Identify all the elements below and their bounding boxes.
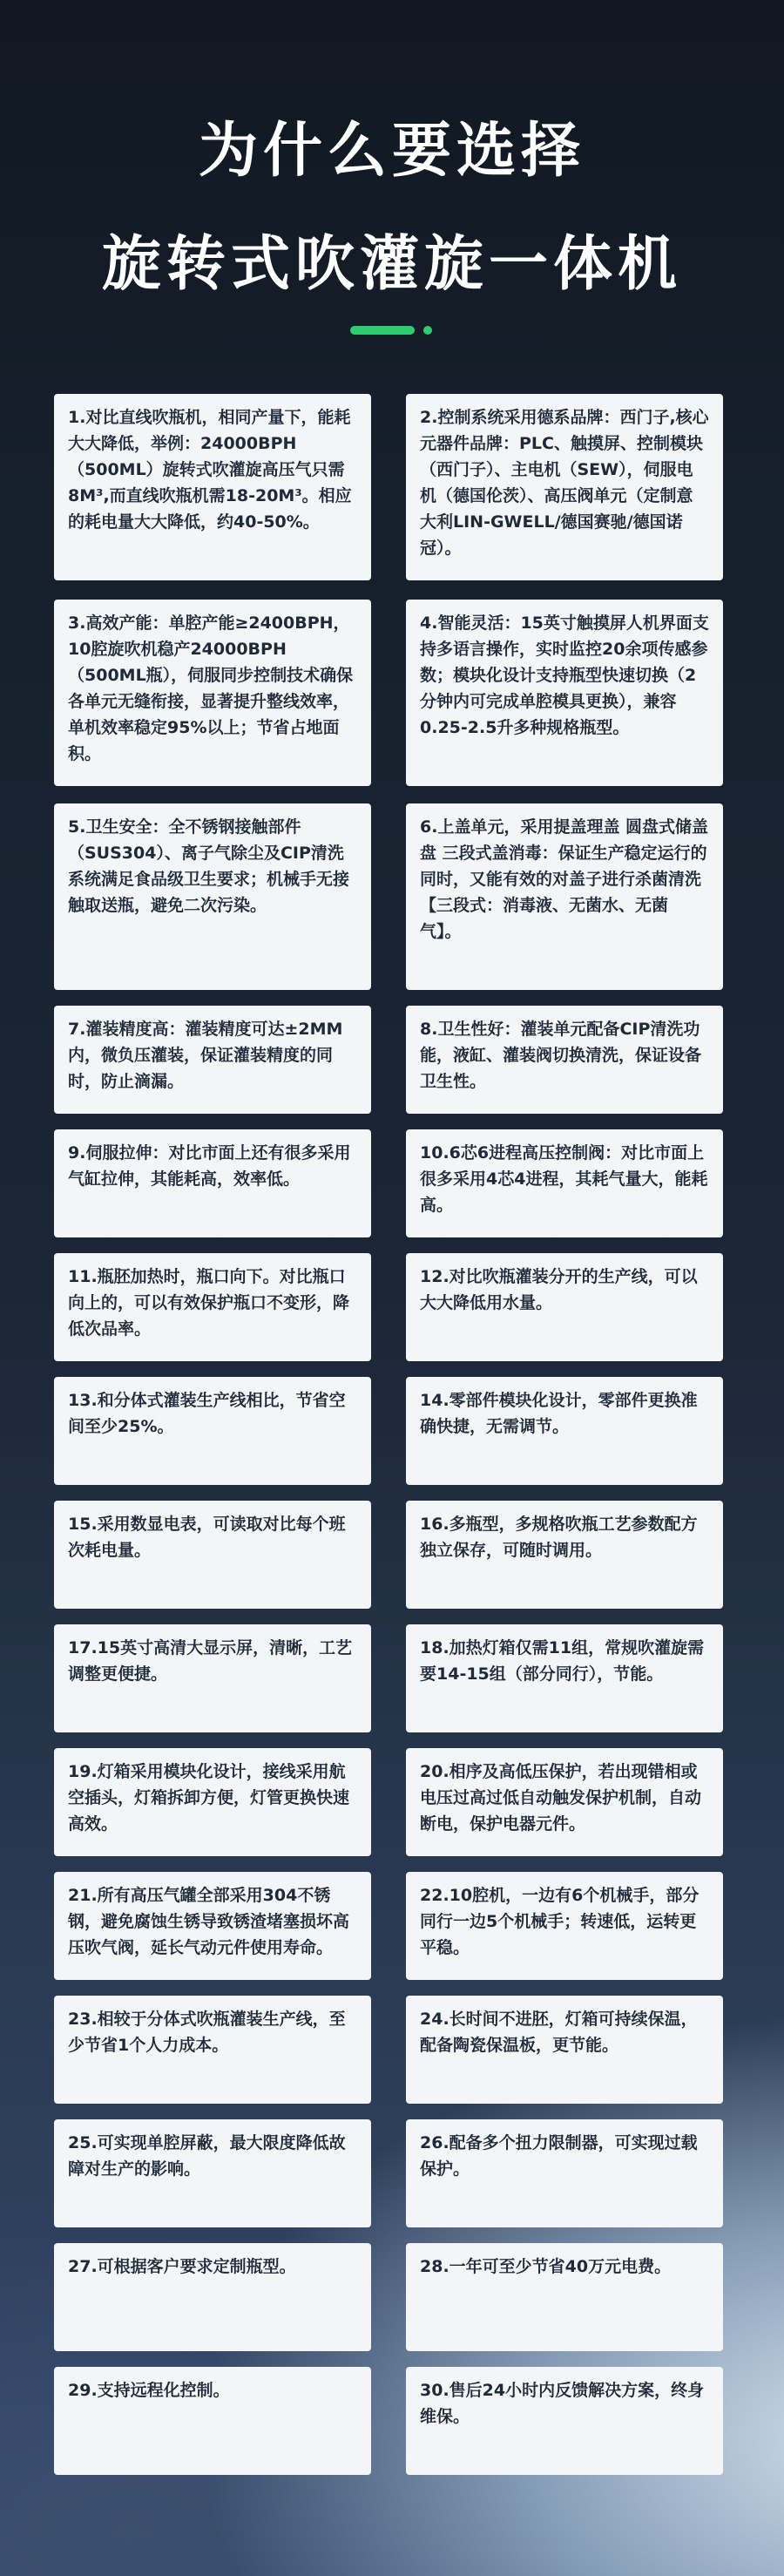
feature-card-26 [406,2119,723,2227]
feature-text: 24.长时间不进胚，灯箱可持续保温，配备陶瓷保温板，更节能。 [420,2010,698,2055]
feature-text: 9.伺服拉伸：对比市面上还有很多采用气缸拉伸，其能耗高，效率低。 [68,1143,351,1189]
feature-text: 26.配备多个扭力限制器，可实现过载保护。 [420,2133,698,2179]
feature-text: 2.控制系统采用德系品牌：西门子,核心元器件品牌：PLC、触摸屏、控制模块（西门子）、主电机（SEW），伺服电机（德国伦茨）、高压阀单元（定制意大利LIN-GWELL/德国赛驰/德国诺冠）。 [420,408,709,558]
feature-card-23 [54,1996,371,2104]
feature-card-30 [406,2367,723,2475]
feature-text: 23.相较于分体式吹瓶灌装生产线，至少节省1个人力成本。 [68,2010,346,2055]
feature-card-22 [406,1872,723,1980]
feature-card-14 [406,1377,723,1485]
feature-card-6 [406,803,723,990]
feature-card-17 [54,1624,371,1732]
feature-text: 28.一年可至少节省40万元电费。 [420,2257,672,2276]
feature-card-24 [406,1996,723,2104]
feature-text: 16.多瓶型，多规格吹瓶工艺参数配方独立保存，可随时调用。 [420,1515,698,1560]
feature-card-10 [406,1129,723,1237]
feature-text: 12.对比吹瓶灌装分开的生产线，可以大大降低用水量。 [420,1267,698,1312]
feature-card-8 [406,1006,723,1114]
feature-text: 25.可实现单腔屏蔽，最大限度降低故障对生产的影响。 [68,2133,346,2179]
feature-text: 4.智能灵活：15英寸触摸屏人机界面支持多语言操作，实时监控20余项传感参数；模块化设计支持瓶型快速切换（2分钟内可完成单腔模具更换），兼容0.25-2.5升多种规格瓶型。 [420,613,709,737]
feature-card-15 [54,1501,371,1609]
feature-card-7 [54,1006,371,1114]
feature-text: 17.15英寸高清大显示屏，清晰，工艺调整更便捷。 [68,1638,353,1684]
feature-text: 13.和分体式灌装生产线相比，节省空间至少25%。 [68,1391,346,1436]
page-title-line1: 为什么要选择 [198,117,585,186]
feature-card-25 [54,2119,371,2227]
feature-text: 18.加热灯箱仅需11组，常规吹灌旋需要14-15组（部分同行），节能。 [420,1638,705,1684]
feature-text: 6.上盖单元，采用提盖理盖 圆盘式储盖盘 三段式盖消毒：保证生产稳定运行的同时，又能有效的对盖子进行杀菌清洗【三段式：消毒液、无菌水、无菌气】。 [420,817,709,941]
feature-card-1 [54,394,371,580]
feature-text: 10.6芯6进程高压控制阀：对比市面上很多采用4芯4进程，其耗气量大，能耗高。 [420,1143,708,1215]
feature-card-27 [54,2243,371,2351]
feature-text: 21.所有高压气罐全部采用304不锈钢，避免腐蚀生锈导致锈渣堵塞损坏高压吹气阀，延长气动元件使用寿命。 [68,1886,350,1957]
feature-text: 1.对比直线吹瓶机，相同产量下，能耗大大降低，举例：24000BPH（500ML）旋转式吹灌旋高压气只需8M³,而直线吹瓶机需18-20M³。相应的耗电量大大降低，约40-50%。 [68,408,352,532]
feature-card-13 [54,1377,371,1485]
feature-card-21 [54,1872,371,1980]
feature-text: 22.10腔机，一边有6个机械手，部分同行一边5个机械手；转速低，运转更平稳。 [420,1886,700,1957]
feature-card-16 [406,1501,723,1609]
feature-card-18 [406,1624,723,1732]
feature-text: 14.零部件模块化设计，零部件更换准确快捷，无需调节。 [420,1391,698,1436]
feature-card-5 [54,803,371,990]
feature-text: 30.售后24小时内反馈解决方案，终身维保。 [420,2381,705,2426]
feature-text: 15.采用数显电表，可读取对比每个班次耗电量。 [68,1515,346,1560]
feature-card-2 [406,394,723,580]
feature-text: 27.可根据客户要求定制瓶型。 [68,2257,296,2276]
feature-text: 5.卫生安全：全不锈钢接触部件（SUS304）、离子气除尘及CIP清洗系统满足食品级卫生要求；机械手无接触取送瓶，避免二次污染。 [68,817,350,915]
feature-text: 19.灯箱采用模块化设计，接线采用航空插头，灯箱拆卸方便，灯管更换快速高效。 [68,1762,350,1834]
feature-text: 20.相序及高低压保护，若出现错相或电压过高过低自动触发保护机制，自动断电，保护电器元件。 [420,1762,702,1834]
feature-card-3 [54,600,371,786]
page-title-line2: 旋转式吹灌旋一体机 [101,230,682,299]
feature-text: 11.瓶胚加热时，瓶口向下。对比瓶口向上的，可以有效保护瓶口不变形，降低次品率。 [68,1267,350,1339]
feature-card-11 [54,1253,371,1361]
feature-text: 29.支持远程化控制。 [68,2381,230,2400]
feature-card-4 [406,600,723,786]
feature-text: 8.卫生性好：灌装单元配备CIP清洗功能，液缸、灌装阀切换清洗，保证设备卫生性。 [420,1020,702,1091]
feature-card-20 [406,1748,723,1856]
feature-card-28 [406,2243,723,2351]
feature-card-29 [54,2367,371,2475]
feature-card-9 [54,1129,371,1237]
feature-card-19 [54,1748,371,1856]
feature-text: 7.灌装精度高：灌装精度可达±2MM内，微负压灌装，保证灌装精度的同时，防止滴漏。 [68,1020,343,1091]
feature-card-12 [406,1253,723,1361]
feature-text: 3.高效产能：单腔产能≥2400BPH，10腔旋吹机稳产24000BPH（500ML瓶），伺服同步控制技术确保各单元无缝衔接，显著提升整线效率，单机效率稳定95%以上；节省占地面积。 [68,613,354,763]
